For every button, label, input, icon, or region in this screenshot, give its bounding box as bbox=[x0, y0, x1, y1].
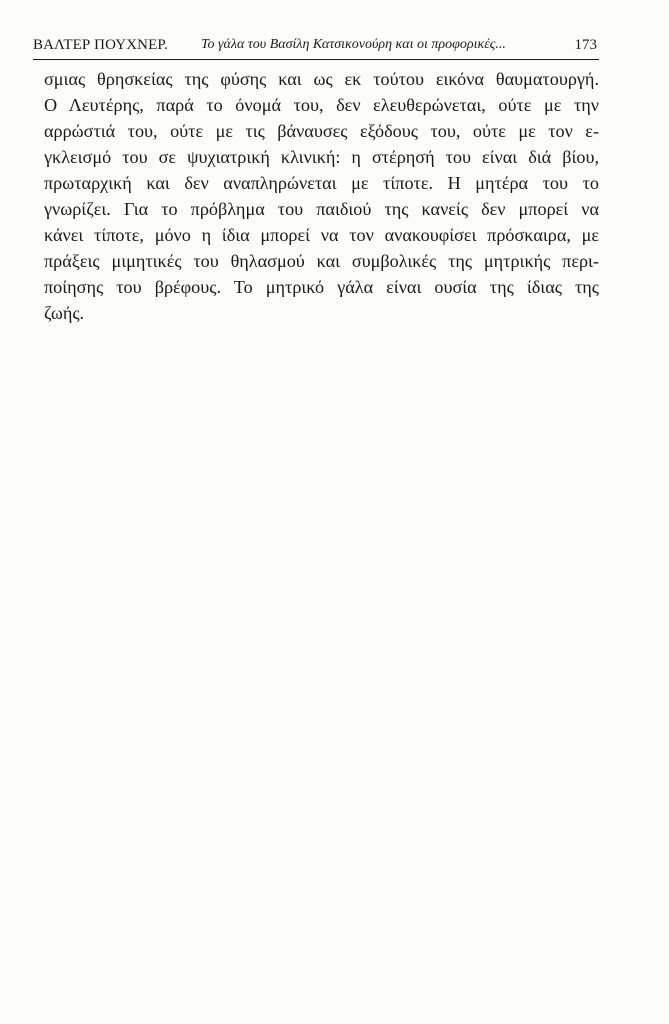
text-line: Ο Λευτέρης, παρά το όνομά του, δεν ελευθερώνεται, ούτε με την bbox=[44, 95, 599, 115]
page-number: 173 bbox=[574, 37, 597, 53]
text-line: πράξεις μιμητικές του θηλασμού και συμβολικές της μητρικής περι- bbox=[44, 251, 599, 271]
text-line: κάνει τίποτε, μόνο η ίδια μπορεί να τον ανακουφίσει πρόσκαιρα, με bbox=[44, 225, 599, 245]
text-line: ζωής. bbox=[44, 303, 85, 323]
text-line: γνωρίζει. Για το πρόβλημα του παιδιού της κανείς δεν μπορεί να bbox=[44, 199, 599, 219]
text-line: γκλεισμό του σε ψυχιατρική κλινική: η στέρησή του είναι διά βίου, bbox=[44, 147, 599, 167]
header-rule bbox=[33, 59, 599, 60]
text-line: πρωταρχική και δεν αναπληρώνεται με τίποτε. Η μητέρα του το bbox=[44, 173, 599, 193]
text-line: αρρώστιά του, ούτε με τις βάναυσες εξόδους του, ούτε με τον ε- bbox=[44, 121, 599, 141]
body-paragraph bbox=[44, 66, 599, 326]
running-head bbox=[33, 37, 599, 59]
text-line: ποίησης του βρέφους. Το μητρικό γάλα είναι ουσία της ίδιας της bbox=[44, 277, 599, 297]
text-line: σμιας θρησκείας της φύσης και ως εκ τούτου εικόνα θαυματουργή. bbox=[44, 69, 599, 89]
running-head-author: ΒΑΛΤΕΡ ΠΟΥΧΝΕΡ. bbox=[33, 37, 169, 53]
running-head-title: Το γάλα του Βασίλη Κατσικονούρη και οι προφορικές... bbox=[201, 37, 506, 52]
